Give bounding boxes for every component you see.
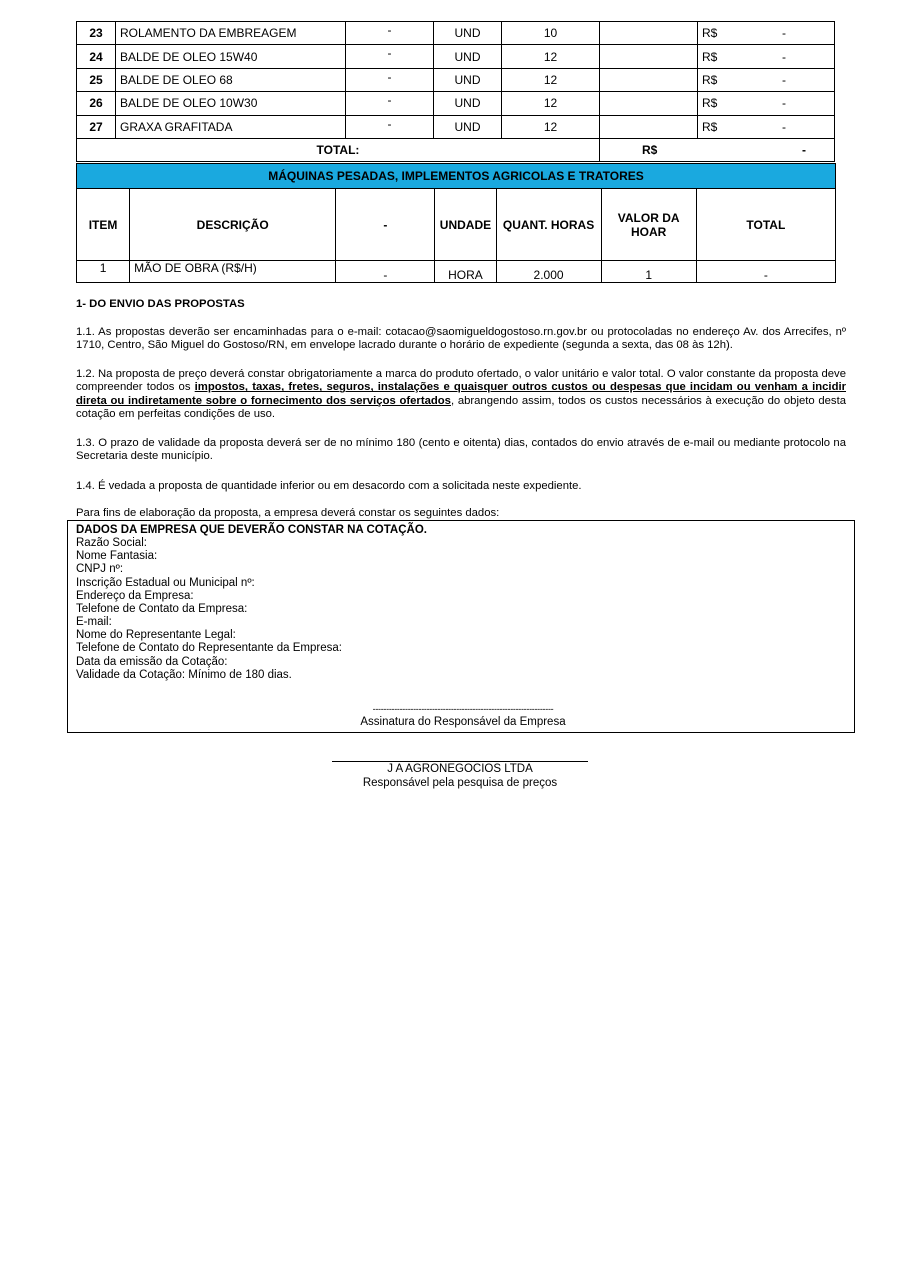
item-qty: 12 xyxy=(502,45,600,68)
item-total-value: - xyxy=(782,96,786,111)
item-total-value: - xyxy=(782,26,786,41)
item-unit: UND xyxy=(434,68,502,91)
item-desc: BALDE DE OLEO 68 xyxy=(116,68,346,91)
item-total xyxy=(698,22,835,45)
item-num: 26 xyxy=(77,92,116,115)
item-total xyxy=(698,92,835,115)
paragraph-1-3: 1.3. O prazo de validade da proposta deverá ser de no mínimo 180 (cento e oitenta) dias, contados do envio através de e-mail ou mediante protocolo na Secretaria deste município. xyxy=(76,437,846,463)
item-total-value: - xyxy=(782,49,786,64)
company-field: Razão Social: xyxy=(76,537,147,550)
signature-label: Assinatura do Responsável da Empresa xyxy=(360,716,566,728)
item-dash: - xyxy=(346,22,434,45)
item-row xyxy=(77,115,835,138)
row-num: 1 xyxy=(77,261,130,283)
row-dash: - xyxy=(336,261,435,283)
item-total xyxy=(698,115,835,138)
company-field: Data da emissão da Cotação: xyxy=(76,655,228,668)
company-field: Telefone de Contato da Empresa: xyxy=(76,602,248,615)
item-currency: R$ xyxy=(702,72,718,87)
header-qty: QUANT. HORAS xyxy=(496,189,601,261)
header-total: TOTAL xyxy=(696,189,835,261)
total-currency: R$ xyxy=(642,143,658,158)
item-currency: R$ xyxy=(702,26,718,41)
item-dash: - xyxy=(346,68,434,91)
item-unit: UND xyxy=(434,92,502,115)
item-currency: R$ xyxy=(702,96,718,111)
company-field: Endereço da Empresa: xyxy=(76,589,194,602)
item-unit-value xyxy=(600,68,698,91)
company-field: Telefone de Contato do Representante da Empresa: xyxy=(76,642,342,655)
item-currency: R$ xyxy=(702,49,718,64)
items-total-row xyxy=(77,138,835,161)
item-dash: - xyxy=(346,45,434,68)
machines-header-row xyxy=(77,189,836,261)
row-total: - xyxy=(696,261,835,283)
item-unit-value xyxy=(600,92,698,115)
item-num: 23 xyxy=(77,22,116,45)
company-data-box xyxy=(67,520,855,733)
item-qty: 10 xyxy=(502,22,600,45)
company-field: E-mail: xyxy=(76,616,112,629)
item-unit: UND xyxy=(434,22,502,45)
item-total xyxy=(698,68,835,91)
header-item: ITEM xyxy=(77,189,130,261)
total-label: TOTAL: xyxy=(77,138,600,161)
header-unit: UNDADE xyxy=(435,189,496,261)
item-row xyxy=(77,92,835,115)
item-row xyxy=(77,45,835,68)
item-total-value: - xyxy=(782,72,786,87)
item-unit-value xyxy=(600,115,698,138)
company-field: Nome Fantasia: xyxy=(76,550,158,563)
item-total xyxy=(698,45,835,68)
underlined-costs: impostos, taxas, fretes, seguros, instalações e quaisquer outros custos ou despesas que incidam ou venham a incidir direta ou indiretamente sobre o fornecimento dos serviços ofertados xyxy=(76,381,847,407)
row-desc: MÃO DE OBRA (R$/H) xyxy=(130,261,336,283)
paragraph-1-2: 1.2. Na proposta de preço deverá constar obrigatoriamente a marca do produto ofertado, o valor unitário e valor total. O valor constante da proposta deve compreender todos os impostos, taxas, fretes, seguros, instalações e quaisquer outros custos ou despesas que incidam ou venham a incidir direta ou indiretamente sobre o fornecimento dos serviços ofertados, abrangendo assim, todos os custos necessários à execução do objeto desta cotação em perfeitas condições de uso. xyxy=(76,368,847,421)
paragraph-1-1: 1.1. As propostas deverão ser encaminhadas para o e-mail: cotacao@saomigueldogostoso.rn.gov.br ou protocoladas no endereço Av. dos Arrecifes, nº 1710, Centro, São Miguel do Gostoso/RN, em envelope lacrado durante o horário de expediente (segunda a sexta, das 08 às 12h). xyxy=(76,326,846,352)
item-unit: UND xyxy=(434,45,502,68)
item-row xyxy=(77,68,835,91)
total-value: - xyxy=(802,143,806,158)
item-unit-value xyxy=(600,22,698,45)
item-qty: 12 xyxy=(502,92,600,115)
item-num: 27 xyxy=(77,115,116,138)
paragraph-intro-data: Para fins de elaboração da proposta, a empresa deverá constar os seguintes dados: xyxy=(76,507,500,519)
header-value: VALOR DA HOAR xyxy=(601,189,696,261)
item-desc: ROLAMENTO DA EMBREAGEM xyxy=(116,22,346,45)
company-signature xyxy=(338,705,588,729)
item-dash: - xyxy=(346,115,434,138)
item-qty: 12 xyxy=(502,68,600,91)
company-field: Inscrição Estadual ou Municipal nº: xyxy=(76,576,255,589)
company-box-title: DADOS DA EMPRESA QUE DEVERÃO CONSTAR NA COTAÇÃO. xyxy=(76,524,427,536)
company-field: Nome do Representante Legal: xyxy=(76,629,236,642)
row-qty: 2.000 xyxy=(496,261,601,283)
row-unit: HORA xyxy=(435,261,496,283)
item-total-value: - xyxy=(782,119,786,134)
item-desc: BALDE DE OLEO 10W30 xyxy=(116,92,346,115)
row-value: 1 xyxy=(601,261,696,283)
section-heading: 1- DO ENVIO DAS PROPOSTAS xyxy=(76,298,245,310)
item-row xyxy=(77,22,835,45)
item-qty: 12 xyxy=(502,115,600,138)
item-currency: R$ xyxy=(702,119,718,134)
machines-banner xyxy=(77,164,836,189)
footer-company: J A AGRONEGOCIOS LTDA xyxy=(387,763,533,775)
footer-role: Responsável pela pesquisa de preços xyxy=(362,777,558,789)
item-num: 25 xyxy=(77,68,116,91)
items-table xyxy=(76,21,835,162)
item-dash: - xyxy=(346,92,434,115)
machines-banner-title: MÁQUINAS PESADAS, IMPLEMENTOS AGRICOLAS E TRATORES xyxy=(77,164,836,189)
paragraph-1-4: 1.4. É vedada a proposta de quantidade inferior ou em desacordo com a solicitada neste expediente. xyxy=(76,480,582,492)
item-num: 24 xyxy=(77,45,116,68)
signature-dashes: ------------------------------------------------------------------- xyxy=(372,704,554,714)
company-field: Validade da Cotação: Mínimo de 180 dias. xyxy=(76,668,292,681)
header-dash: - xyxy=(336,189,435,261)
item-desc: GRAXA GRAFITADA xyxy=(116,115,346,138)
header-desc: DESCRIÇÃO xyxy=(130,189,336,261)
item-unit-value xyxy=(600,45,698,68)
footer-signature-line xyxy=(332,761,588,762)
machines-table xyxy=(76,163,836,283)
item-desc: BALDE DE OLEO 15W40 xyxy=(116,45,346,68)
company-field: CNPJ nº: xyxy=(76,563,124,576)
item-unit: UND xyxy=(434,115,502,138)
machines-row xyxy=(77,261,836,283)
